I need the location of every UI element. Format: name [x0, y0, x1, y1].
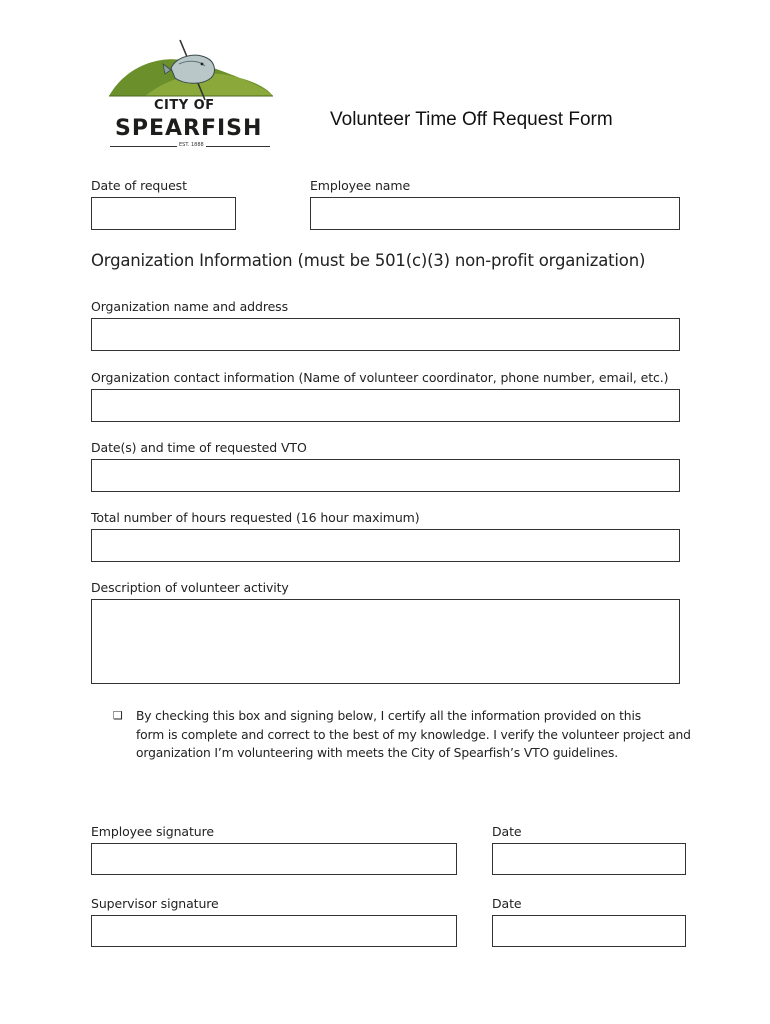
certify-checkbox[interactable]: ❑ — [113, 709, 123, 722]
total-hours-label: Total number of hours requested (16 hour maximum) — [91, 510, 420, 525]
organization-section-heading: Organization Information (must be 501(c)(3) non-profit organization) — [91, 251, 646, 270]
certification-text — [136, 707, 696, 763]
supervisor-signature-input[interactable] — [91, 915, 457, 947]
form-title: Volunteer Time Off Request Form — [330, 109, 613, 130]
certification-line-2: form is complete and correct to the best of my knowledge. I verify the volunteer project and — [136, 727, 691, 742]
date-of-request-label: Date of request — [91, 178, 187, 193]
employee-date-label: Date — [492, 824, 522, 839]
dates-time-input[interactable] — [91, 459, 680, 492]
org-contact-input[interactable] — [91, 389, 680, 422]
supervisor-date-label: Date — [492, 896, 522, 911]
logo-est: EST. 1888 — [179, 142, 204, 148]
employee-date-input[interactable] — [492, 843, 686, 875]
certification-line-3: organization I’m volunteering with meets the City of Spearfish’s VTO guidelines. — [136, 746, 618, 760]
employee-name-input[interactable] — [310, 197, 680, 230]
logo-spearfish: SPEARFISH — [115, 116, 263, 141]
org-name-address-label: Organization name and address — [91, 299, 289, 314]
employee-signature-input[interactable] — [91, 843, 457, 875]
certification-line-1: By checking this box and signing below, I certify all the information provided on this — [136, 709, 641, 723]
total-hours-input[interactable] — [91, 529, 680, 562]
description-label: Description of volunteer activity — [91, 580, 289, 595]
description-textarea[interactable] — [91, 599, 680, 684]
date-of-request-input[interactable] — [91, 197, 236, 230]
dates-time-label: Date(s) and time of requested VTO — [91, 440, 307, 455]
employee-name-label: Employee name — [310, 178, 411, 193]
logo-city-of: CITY OF — [154, 98, 215, 113]
supervisor-date-input[interactable] — [492, 915, 686, 947]
city-logo — [105, 38, 280, 153]
employee-signature-label: Employee signature — [91, 824, 214, 839]
supervisor-signature-label: Supervisor signature — [91, 896, 219, 911]
org-contact-label: Organization contact information (Name of volunteer coordinator, phone number, email, etc.) — [91, 370, 669, 385]
org-name-address-input[interactable] — [91, 318, 680, 351]
